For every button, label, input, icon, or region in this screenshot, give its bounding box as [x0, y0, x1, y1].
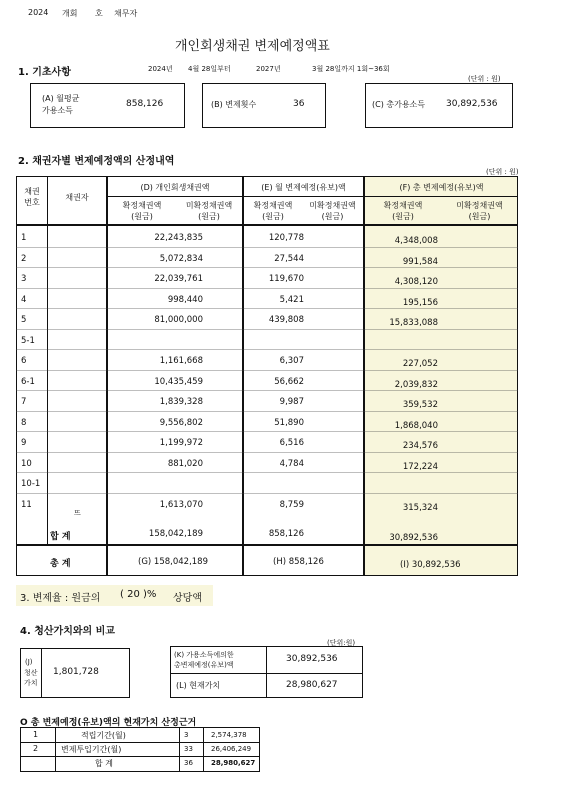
pv-row-months: 36 [184, 759, 193, 767]
row-f-confirmed: 991,584 [402, 257, 438, 267]
b-value: 36 [293, 99, 305, 109]
c-label: (C) 총가용소득 [372, 100, 426, 109]
row-e-confirmed: 120,778 [268, 233, 304, 243]
box-c [365, 83, 513, 128]
row-e-confirmed: 5,421 [279, 295, 304, 305]
k-value: 30,892,536 [286, 654, 338, 664]
row-number: 1 [21, 233, 27, 243]
row-divider [16, 349, 518, 350]
pv-col-line [203, 728, 204, 771]
d-unconfirmed-2: (원금) [198, 212, 220, 221]
box-b [202, 83, 326, 128]
l-value: 28,980,627 [286, 680, 338, 690]
col-no-2: 번호 [24, 198, 40, 207]
row-divider [16, 472, 518, 473]
subtotal-e: 858,126 [268, 529, 304, 539]
j-label-1: (J) [25, 658, 33, 666]
section2-heading: 2. 채권자별 변제예정액의 산정내역 [18, 156, 175, 167]
pv-row-line [21, 756, 259, 757]
b-label: (B) 변제횟수 [211, 100, 257, 109]
row-number: 8 [21, 418, 27, 428]
row-number: 5 [21, 315, 27, 325]
e-unconfirmed-1: 미확정채권액 [309, 201, 356, 210]
k-label-2: 총변제예정(유보)액 [174, 661, 234, 669]
pv-row-value: 2,574,378 [211, 731, 247, 739]
row-d-confirmed: 10,435,459 [154, 377, 203, 387]
start-date: 4월 28일부터 [188, 65, 231, 73]
row-number: 11 [21, 500, 32, 510]
pv-row-months: 3 [184, 731, 189, 739]
row-f-confirmed: 172,224 [402, 462, 438, 472]
e-confirmed-2: (원금) [262, 212, 284, 221]
row-d-confirmed: 998,440 [167, 295, 203, 305]
row-number: 10-1 [21, 479, 41, 489]
pv-row-months: 33 [184, 745, 193, 753]
row-number: 9 [21, 438, 27, 448]
row-number: 6-1 [21, 377, 35, 387]
pv-row-label: 합 계 [95, 759, 113, 768]
col-line [106, 176, 108, 576]
pv-row-label: 적립기간(월) [81, 731, 126, 740]
rate-suffix: 상당액 [173, 593, 202, 604]
row-d-confirmed: 1,839,328 [159, 397, 203, 407]
row-d-confirmed: 1,161,668 [159, 356, 203, 366]
total-h: (H) 858,126 [273, 557, 324, 567]
header-debtor: 채무자 [114, 9, 138, 18]
box-kl-divider-v [266, 647, 267, 697]
row-divider [16, 267, 518, 268]
col-line [363, 176, 365, 576]
box-j [20, 648, 130, 698]
d-confirmed-1: 확정채권액 [122, 201, 162, 210]
row-f-confirmed: 4,348,008 [394, 236, 438, 246]
subtotal-f: 30,892,536 [389, 533, 438, 543]
box-kl-divider-h [171, 673, 362, 674]
rate-label: 3. 변제율 : 원금의 [20, 593, 101, 604]
f-unconfirmed-2: (원금) [468, 212, 491, 221]
subtotal-label: 합 계 [50, 532, 71, 542]
row-number: 3 [21, 274, 27, 284]
e-header: (E) 월 변제예정(유보)액 [261, 183, 346, 192]
row-line [106, 196, 518, 197]
section5-heading: O 총 변제예정(유보)액의 현재가치 산정근거 [20, 718, 197, 728]
pv-row-label: 변제투입기간(월) [61, 745, 122, 754]
e-unconfirmed-2: (원금) [321, 212, 344, 221]
header-court: 개회 [62, 9, 78, 18]
row-d-confirmed: 22,039,761 [154, 274, 203, 284]
j-value: 1,801,728 [53, 667, 99, 677]
end-date: 3월 28일까지 1회~36회 [312, 65, 390, 73]
row-d-confirmed: 881,020 [167, 459, 203, 469]
row-e-confirmed: 9,987 [279, 397, 304, 407]
row-f-confirmed: 234,576 [402, 441, 438, 451]
row-e-confirmed: 6,516 [279, 438, 304, 448]
pv-table [20, 727, 260, 772]
d-unconfirmed-1: 미확정채권액 [185, 201, 233, 210]
f-confirmed-1: 확정채권액 [383, 201, 423, 210]
pv-col-line [179, 728, 180, 771]
box-j-divider [41, 649, 42, 697]
row-divider [16, 452, 518, 453]
row-d-confirmed: 9,556,802 [159, 418, 203, 428]
row-number: 6 [21, 356, 27, 366]
row-number: 10 [21, 459, 32, 469]
row-f-confirmed: 315,324 [402, 503, 438, 513]
col-no-1: 채권 [24, 187, 40, 196]
header-year: 2024 [28, 8, 49, 17]
j-label-3: 가치 [24, 679, 38, 687]
a-value: 858,126 [126, 99, 164, 109]
box-kl [170, 646, 363, 698]
row-e-confirmed: 6,307 [279, 356, 304, 366]
row-e-confirmed: 439,808 [268, 315, 304, 325]
row-line [16, 544, 518, 546]
row-divider [16, 411, 518, 412]
row-e-confirmed: 8,759 [279, 500, 304, 510]
col-line [47, 176, 48, 544]
row-divider [16, 390, 518, 391]
d-confirmed-2: (원금) [131, 212, 153, 221]
a-label-1: (A) 월평균 [42, 94, 80, 103]
section1-unit: (단위 : 원) [468, 75, 501, 83]
j-label-2: 청산 [24, 669, 38, 677]
pv-row-line [21, 742, 259, 743]
pv-row-no: 1 [33, 730, 39, 739]
row-divider [16, 431, 518, 432]
row-e-confirmed: 119,670 [268, 274, 304, 284]
section4-unit: (단위:원) [327, 639, 356, 647]
f-confirmed-2: (원금) [392, 212, 414, 221]
k-label-1: (K) 가용소득에의한 [174, 651, 234, 659]
pv-row-no: 2 [33, 744, 39, 753]
f-header: (F) 총 변제예정(유보)액 [399, 183, 484, 192]
e-confirmed-1: 확정채권액 [253, 201, 293, 210]
row-f-confirmed: 1,868,040 [394, 421, 438, 431]
row-f-confirmed: 227,052 [402, 359, 438, 369]
row-number: 7 [21, 397, 27, 407]
row-d-confirmed: 22,243,835 [154, 233, 203, 243]
section4-heading: 4. 청산가치와의 비교 [20, 626, 115, 637]
f-unconfirmed-1: 미확정채권액 [456, 201, 503, 210]
box-a [30, 83, 185, 128]
row-divider [16, 288, 518, 289]
row-number: 5-1 [21, 336, 35, 346]
rate-value: ( 20 )% [120, 589, 157, 600]
page-title: 개인회생채권 변제예정액표 [175, 39, 330, 54]
col-creditor: 채권자 [65, 193, 89, 202]
row-f-confirmed: 195,156 [402, 298, 438, 308]
a-label-2: 가용소득 [42, 106, 73, 115]
total-label: 총 계 [50, 559, 71, 569]
section1-heading: 1. 기초사항 [18, 67, 71, 78]
row-d-confirmed: 81,000,000 [154, 315, 203, 325]
row-divider [16, 493, 518, 494]
row-f-confirmed: 4,308,120 [394, 277, 438, 287]
row-divider [16, 329, 518, 330]
row-f-confirmed: 15,833,088 [389, 318, 438, 328]
row-d-confirmed: 5,072,834 [159, 254, 203, 264]
row-d-confirmed: 1,199,972 [159, 438, 203, 448]
row-f-confirmed: 2,039,832 [394, 380, 438, 390]
row-d-confirmed: 1,613,070 [159, 500, 203, 510]
pv-row-value: 28,980,627 [211, 759, 256, 767]
total-g: (G) 158,042,189 [138, 557, 208, 567]
row-f-confirmed: 359,532 [402, 400, 438, 410]
c-value: 30,892,536 [446, 99, 498, 109]
row-e-confirmed: 4,784 [279, 459, 304, 469]
subtotal-d: 158,042,189 [148, 529, 203, 539]
row-e-confirmed: 27,544 [274, 254, 304, 264]
start-year: 2024년 [148, 65, 173, 73]
row-line [16, 224, 518, 226]
row-divider [16, 370, 518, 371]
end-year: 2027년 [256, 65, 281, 73]
row-number: 4 [21, 295, 27, 305]
row-divider [16, 308, 518, 309]
total-i: (I) 30,892,536 [400, 560, 461, 570]
l-label: (L) 현재가치 [176, 681, 221, 690]
row-e-confirmed: 51,890 [274, 418, 304, 428]
pv-col-line [55, 728, 56, 771]
row11-creditor-mark: 뜨 [74, 509, 81, 517]
pv-row-value: 26,406,249 [211, 745, 252, 753]
row-divider [16, 247, 518, 248]
d-header: (D) 개인회생채권액 [140, 183, 210, 192]
row-number: 2 [21, 254, 27, 264]
row-e-confirmed: 56,662 [274, 377, 304, 387]
col-line [242, 176, 244, 576]
header-case-no: 호 [95, 9, 103, 18]
section2-unit: (단위 : 원) [486, 168, 519, 176]
